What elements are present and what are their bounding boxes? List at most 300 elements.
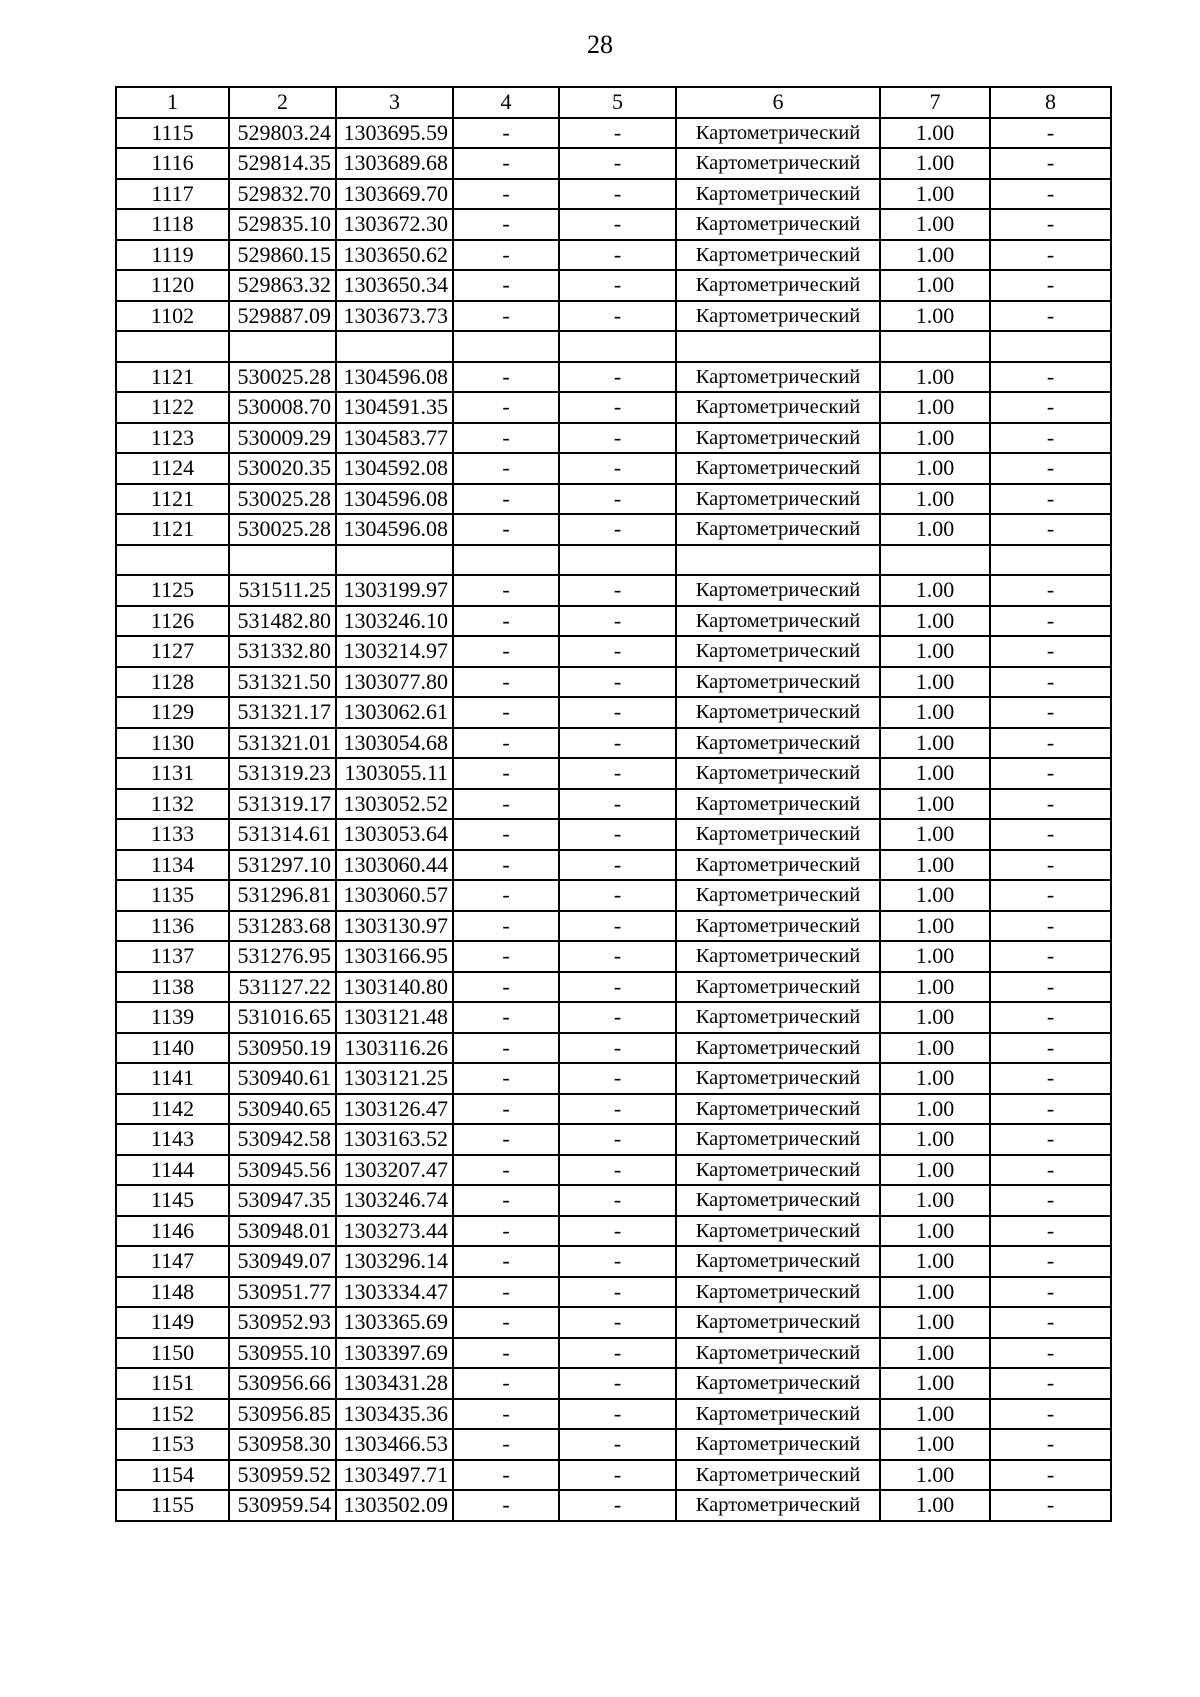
cell-point-number: 1129 [116,697,229,728]
cell-method: Картометрический [676,148,880,179]
cell-coord-x [229,331,336,362]
table-row [116,575,1111,606]
cell-col-8: - [990,1399,1111,1430]
cell-coord-y: 1304596.08 [336,362,453,393]
cell-coord-x: 530940.61 [229,1063,336,1094]
cell-precision: 1.00 [880,392,990,423]
header-cell-5: 5 [559,87,676,118]
cell-coord-y: 1303246.74 [336,1185,453,1216]
cell-point-number: 1140 [116,1033,229,1064]
cell-method: Картометрический [676,1399,880,1430]
cell-coord-y: 1303116.26 [336,1033,453,1064]
cell-col-8: - [990,1063,1111,1094]
cell-col-5: - [559,1307,676,1338]
cell-coord-y [336,545,453,576]
cell-col-5: - [559,941,676,972]
cell-point-number: 1130 [116,728,229,759]
table-row [116,1155,1111,1186]
header-cell-1: 1 [116,87,229,118]
cell-method: Картометрический [676,270,880,301]
cell-coord-x: 530009.29 [229,423,336,454]
cell-col-4: - [453,179,559,210]
cell-point-number: 1139 [116,1002,229,1033]
cell-coord-y [336,331,453,362]
cell-coord-y: 1303273.44 [336,1216,453,1247]
table-row [116,118,1111,149]
cell-coord-y: 1303126.47 [336,1094,453,1125]
cell-col-8: - [990,819,1111,850]
cell-method: Картометрический [676,453,880,484]
cell-precision: 1.00 [880,270,990,301]
cell-coord-x: 531321.17 [229,697,336,728]
cell-precision: 1.00 [880,1094,990,1125]
cell-col-4: - [453,1002,559,1033]
cell-col-4: - [453,1246,559,1277]
cell-col-5: - [559,514,676,545]
cell-col-5: - [559,1338,676,1369]
cell-col-5: - [559,606,676,637]
cell-coord-y: 1303060.44 [336,850,453,881]
cell-coord-x: 529860.15 [229,240,336,271]
cell-precision: 1.00 [880,209,990,240]
cell-col-8: - [990,972,1111,1003]
cell-coord-y: 1303130.97 [336,911,453,942]
cell-col-8: - [990,484,1111,515]
table-row [116,728,1111,759]
cell-col-8: - [990,941,1111,972]
cell-precision: 1.00 [880,1216,990,1247]
cell-coord-y: 1303466.53 [336,1429,453,1460]
cell-col-8: - [990,636,1111,667]
cell-precision: 1.00 [880,1307,990,1338]
cell-col-5: - [559,423,676,454]
cell-point-number: 1142 [116,1094,229,1125]
cell-precision: 1.00 [880,423,990,454]
cell-method: Картометрический [676,941,880,972]
cell-col-5: - [559,179,676,210]
cell-precision: 1.00 [880,179,990,210]
cell-col-4: - [453,423,559,454]
cell-coord-y: 1303053.64 [336,819,453,850]
cell-col-5: - [559,880,676,911]
cell-coord-y: 1304596.08 [336,484,453,515]
cell-point-number: 1119 [116,240,229,271]
cell-precision: 1.00 [880,362,990,393]
cell-col-4: - [453,1063,559,1094]
cell-precision: 1.00 [880,453,990,484]
cell-col-4: - [453,636,559,667]
cell-point-number: 1121 [116,514,229,545]
cell-precision: 1.00 [880,880,990,911]
cell-precision: 1.00 [880,697,990,728]
cell-coord-x: 530955.10 [229,1338,336,1369]
cell-col-8: - [990,392,1111,423]
cell-method: Картометрический [676,1307,880,1338]
cell-coord-x: 531127.22 [229,972,336,1003]
cell-precision: 1.00 [880,1063,990,1094]
cell-col-4: - [453,728,559,759]
cell-col-5: - [559,484,676,515]
cell-coord-y: 1303207.47 [336,1155,453,1186]
cell-coord-y: 1304591.35 [336,392,453,423]
cell-col-8: - [990,362,1111,393]
table-row [116,1429,1111,1460]
cell-col-5: - [559,118,676,149]
cell-coord-x: 529814.35 [229,148,336,179]
cell-coord-x: 530008.70 [229,392,336,423]
cell-coord-y: 1303052.52 [336,789,453,820]
cell-col-8 [990,331,1111,362]
cell-method: Картометрический [676,1155,880,1186]
cell-coord-y: 1303060.57 [336,880,453,911]
cell-method: Картометрический [676,423,880,454]
cell-point-number: 1115 [116,118,229,149]
cell-coord-x: 530940.65 [229,1094,336,1125]
cell-precision: 1.00 [880,1460,990,1491]
cell-method: Картометрический [676,697,880,728]
cell-coord-y: 1303365.69 [336,1307,453,1338]
table-row [116,1338,1111,1369]
cell-col-5: - [559,1216,676,1247]
cell-col-4: - [453,880,559,911]
cell-col-5: - [559,453,676,484]
cell-method: Картометрический [676,1490,880,1521]
table-row [116,1124,1111,1155]
cell-col-5 [559,331,676,362]
cell-point-number: 1126 [116,606,229,637]
cell-col-4: - [453,758,559,789]
header-cell-3: 3 [336,87,453,118]
cell-point-number: 1132 [116,789,229,820]
cell-col-5: - [559,575,676,606]
cell-col-5: - [559,819,676,850]
table-row [116,1246,1111,1277]
cell-col-4: - [453,850,559,881]
cell-coord-y: 1303334.47 [336,1277,453,1308]
cell-col-8: - [990,1216,1111,1247]
table-row [116,789,1111,820]
cell-precision: 1.00 [880,1399,990,1430]
cell-method [676,331,880,362]
cell-coord-y: 1303296.14 [336,1246,453,1277]
cell-col-8: - [990,179,1111,210]
cell-method: Картометрический [676,911,880,942]
table-row [116,819,1111,850]
cell-coord-y: 1304596.08 [336,514,453,545]
cell-coord-y: 1303435.36 [336,1399,453,1430]
cell-col-4: - [453,118,559,149]
cell-col-8: - [990,789,1111,820]
cell-method: Картометрический [676,179,880,210]
cell-point-number: 1124 [116,453,229,484]
table-row [116,636,1111,667]
cell-point-number: 1133 [116,819,229,850]
cell-col-4: - [453,1094,559,1125]
cell-col-8: - [990,1460,1111,1491]
cell-col-8: - [990,1155,1111,1186]
table-row [116,606,1111,637]
cell-method: Картометрический [676,1338,880,1369]
cell-point-number: 1147 [116,1246,229,1277]
cell-point-number: 1138 [116,972,229,1003]
cell-point-number: 1136 [116,911,229,942]
cell-method: Картометрический [676,575,880,606]
cell-point-number: 1128 [116,667,229,698]
cell-method: Картометрический [676,301,880,332]
cell-col-8: - [990,606,1111,637]
table-row [116,453,1111,484]
cell-precision: 1.00 [880,1155,990,1186]
table-row [116,1460,1111,1491]
cell-coord-x: 531314.61 [229,819,336,850]
cell-coord-x: 530020.35 [229,453,336,484]
cell-col-4: - [453,1307,559,1338]
cell-method: Картометрический [676,1368,880,1399]
table-row [116,514,1111,545]
cell-col-4: - [453,789,559,820]
cell-coord-y: 1303673.73 [336,301,453,332]
cell-col-5: - [559,1063,676,1094]
cell-coord-y: 1303121.48 [336,1002,453,1033]
cell-col-5: - [559,1002,676,1033]
table-row [116,758,1111,789]
cell-coord-x: 529887.09 [229,301,336,332]
cell-col-4: - [453,484,559,515]
cell-coord-y: 1303163.52 [336,1124,453,1155]
cell-col-5: - [559,911,676,942]
cell-col-5: - [559,1368,676,1399]
cell-col-4: - [453,1124,559,1155]
cell-coord-y: 1303650.34 [336,270,453,301]
cell-method: Картометрический [676,1185,880,1216]
cell-col-8: - [990,575,1111,606]
cell-coord-x: 531296.81 [229,880,336,911]
cell-coord-x: 531283.68 [229,911,336,942]
table-row [116,423,1111,454]
cell-coord-x: 530942.58 [229,1124,336,1155]
table-row [116,1307,1111,1338]
cell-point-number: 1145 [116,1185,229,1216]
cell-col-4: - [453,392,559,423]
cell-col-8: - [990,1246,1111,1277]
cell-col-5: - [559,758,676,789]
cell-col-4: - [453,972,559,1003]
table-row [116,850,1111,881]
cell-method: Картометрический [676,606,880,637]
cell-col-8: - [990,118,1111,149]
cell-method: Картометрический [676,850,880,881]
cell-col-5: - [559,728,676,759]
cell-point-number: 1146 [116,1216,229,1247]
cell-coord-x: 529835.10 [229,209,336,240]
cell-col-5: - [559,1185,676,1216]
cell-col-8: - [990,301,1111,332]
cell-coord-x: 529832.70 [229,179,336,210]
cell-col-8: - [990,758,1111,789]
cell-precision: 1.00 [880,758,990,789]
cell-coord-x: 530950.19 [229,1033,336,1064]
cell-method: Картометрический [676,484,880,515]
table-row [116,1094,1111,1125]
cell-col-5: - [559,240,676,271]
cell-coord-x: 531276.95 [229,941,336,972]
cell-col-8: - [990,697,1111,728]
cell-coord-y: 1303669.70 [336,179,453,210]
cell-coord-x: 530959.52 [229,1460,336,1491]
cell-col-5: - [559,1124,676,1155]
cell-coord-x: 531482.80 [229,606,336,637]
cell-coord-x [229,545,336,576]
cell-coord-y: 1303121.25 [336,1063,453,1094]
cell-col-8: - [990,850,1111,881]
cell-col-4: - [453,270,559,301]
table-row [116,484,1111,515]
cell-point-number [116,545,229,576]
cell-method: Картометрический [676,1063,880,1094]
cell-precision: 1.00 [880,514,990,545]
table-row [116,1185,1111,1216]
cell-col-8: - [990,1002,1111,1033]
cell-col-4: - [453,1368,559,1399]
cell-coord-x: 530945.56 [229,1155,336,1186]
cell-col-5: - [559,362,676,393]
cell-col-5: - [559,1429,676,1460]
cell-method: Картометрический [676,1124,880,1155]
cell-method: Картометрический [676,1460,880,1491]
table-row [116,1063,1111,1094]
coordinates-table [115,86,1112,1522]
cell-coord-y: 1303077.80 [336,667,453,698]
cell-precision: 1.00 [880,1490,990,1521]
cell-coord-x: 530956.66 [229,1368,336,1399]
cell-method: Картометрический [676,118,880,149]
header-cell-8: 8 [990,87,1111,118]
cell-col-4: - [453,1429,559,1460]
cell-coord-y: 1304592.08 [336,453,453,484]
cell-precision: 1.00 [880,118,990,149]
table-row [116,209,1111,240]
cell-col-4: - [453,514,559,545]
cell-precision: 1.00 [880,1033,990,1064]
cell-col-4: - [453,911,559,942]
cell-coord-x: 530952.93 [229,1307,336,1338]
cell-coord-y: 1303199.97 [336,575,453,606]
cell-method: Картометрический [676,514,880,545]
cell-point-number: 1121 [116,362,229,393]
cell-coord-x: 531297.10 [229,850,336,881]
cell-col-5: - [559,301,676,332]
table-row [116,697,1111,728]
cell-method: Картометрический [676,1216,880,1247]
cell-col-4: - [453,1185,559,1216]
cell-precision: 1.00 [880,1002,990,1033]
cell-method: Картометрический [676,972,880,1003]
table-row [116,1277,1111,1308]
cell-coord-x: 531321.01 [229,728,336,759]
cell-col-5: - [559,1155,676,1186]
cell-coord-y: 1303695.59 [336,118,453,149]
cell-coord-x: 530948.01 [229,1216,336,1247]
table-row [116,148,1111,179]
cell-point-number: 1152 [116,1399,229,1430]
cell-coord-x: 529863.32 [229,270,336,301]
table-row [116,331,1111,362]
cell-coord-x: 530025.28 [229,514,336,545]
cell-precision: 1.00 [880,911,990,942]
cell-coord-x: 531321.50 [229,667,336,698]
cell-point-number: 1134 [116,850,229,881]
cell-col-5: - [559,850,676,881]
cell-precision: 1.00 [880,636,990,667]
cell-point-number: 1150 [116,1338,229,1369]
table-row [116,1033,1111,1064]
cell-col-5: - [559,392,676,423]
cell-coord-x: 530947.35 [229,1185,336,1216]
header-cell-6: 6 [676,87,880,118]
cell-method: Картометрический [676,819,880,850]
cell-method: Картометрический [676,728,880,759]
cell-col-4: - [453,240,559,271]
cell-col-5: - [559,1460,676,1491]
cell-point-number: 1116 [116,148,229,179]
cell-col-8: - [990,1490,1111,1521]
cell-method: Картометрический [676,789,880,820]
table-row [116,941,1111,972]
cell-coord-y: 1303689.68 [336,148,453,179]
table-row [116,1399,1111,1430]
cell-col-8: - [990,1277,1111,1308]
table-row [116,270,1111,301]
cell-point-number: 1121 [116,484,229,515]
cell-method: Картометрический [676,1033,880,1064]
cell-col-5: - [559,697,676,728]
cell-col-5: - [559,972,676,1003]
cell-col-8: - [990,240,1111,271]
cell-col-8: - [990,148,1111,179]
cell-coord-y: 1303214.97 [336,636,453,667]
cell-point-number: 1154 [116,1460,229,1491]
cell-method: Картометрический [676,1094,880,1125]
cell-coord-x: 530958.30 [229,1429,336,1460]
cell-col-4: - [453,362,559,393]
cell-point-number: 1125 [116,575,229,606]
cell-col-8: - [990,911,1111,942]
cell-col-8: - [990,1368,1111,1399]
cell-point-number [116,331,229,362]
cell-col-5: - [559,270,676,301]
table-row [116,179,1111,210]
cell-method: Картометрический [676,636,880,667]
cell-precision: 1.00 [880,1368,990,1399]
cell-col-5: - [559,636,676,667]
cell-method: Картометрический [676,667,880,698]
cell-precision: 1.00 [880,1124,990,1155]
cell-precision: 1.00 [880,728,990,759]
cell-coord-y: 1303502.09 [336,1490,453,1521]
table-row [116,667,1111,698]
cell-method: Картометрический [676,758,880,789]
cell-point-number: 1141 [116,1063,229,1094]
cell-col-4: - [453,1216,559,1247]
cell-col-8: - [990,1033,1111,1064]
header-cell-7: 7 [880,87,990,118]
cell-col-4: - [453,1338,559,1369]
cell-col-8: - [990,667,1111,698]
table-row [116,392,1111,423]
cell-point-number: 1149 [116,1307,229,1338]
header-cell-2: 2 [229,87,336,118]
cell-point-number: 1143 [116,1124,229,1155]
